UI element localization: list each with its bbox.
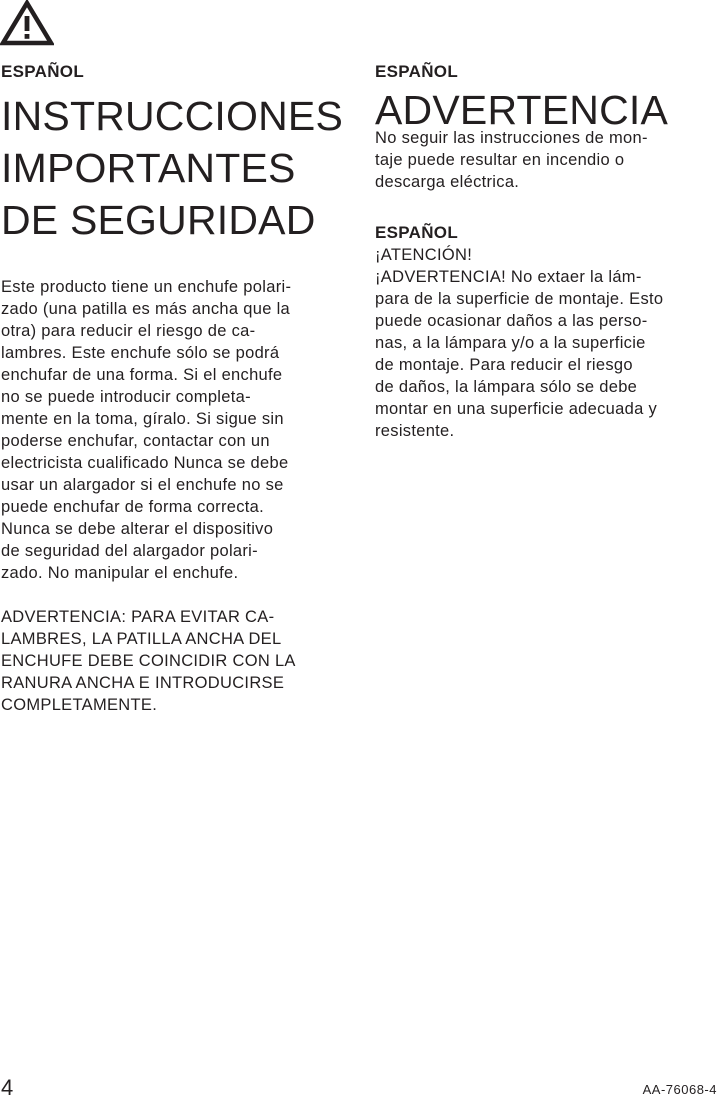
text-line: para de la superficie de montaje. Esto bbox=[375, 290, 664, 308]
text-line: nas, a la lámpara y/o a la superficie bbox=[375, 334, 646, 352]
title-line: INSTRUCCIONES bbox=[1, 93, 344, 139]
text-line: enchufar de una forma. Si el enchufe bbox=[1, 366, 283, 384]
text-line: zado (una patilla es más ancha que la bbox=[1, 300, 291, 318]
page-number: 4 bbox=[1, 1075, 14, 1100]
text-line: ADVERTENCIA: PARA EVITAR CA- bbox=[1, 608, 275, 626]
text-line: mente en la toma, gíralo. Si sigue sin bbox=[1, 410, 284, 428]
text-line: taje puede resultar en incendio o bbox=[375, 151, 625, 169]
title-line: IMPORTANTES bbox=[1, 145, 296, 191]
text-line: Este producto tiene un enchufe polari- bbox=[1, 278, 292, 296]
language-label: ESPAÑOL bbox=[375, 223, 459, 242]
right-column bbox=[375, 62, 717, 442]
text-line: RANURA ANCHA E INTRODUCIRSE bbox=[1, 674, 285, 692]
plug-instructions-paragraph bbox=[1, 276, 346, 584]
warning-triangle-icon bbox=[0, 0, 54, 46]
mounting-warning-paragraph bbox=[375, 244, 717, 442]
warning-title: ADVERTENCIA bbox=[375, 87, 669, 133]
text-line: ¡ADVERTENCIA! No extaer la lám- bbox=[375, 268, 642, 286]
text-line: poderse enchufar, contactar con un bbox=[1, 432, 270, 450]
text-line: usar un alargador si el enchufe no se bbox=[1, 476, 284, 494]
text-line: de daños, la lámpara sólo se debe bbox=[375, 378, 638, 396]
text-line: montar en una superficie adecuada y bbox=[375, 400, 658, 418]
text-line: Nunca se debe alterar el dispositivo bbox=[1, 520, 274, 538]
language-label: ESPAÑOL bbox=[375, 62, 459, 81]
text-line: ¡ATENCIÓN! bbox=[375, 246, 473, 264]
assembly-warning-paragraph bbox=[375, 127, 717, 193]
text-line: electricista cualificado Nunca se debe bbox=[1, 454, 289, 472]
text-line: LAMBRES, LA PATILLA ANCHA DEL bbox=[1, 630, 282, 648]
text-line: COMPLETAMENTE. bbox=[1, 696, 158, 714]
text-line: No seguir las instrucciones de mon- bbox=[375, 129, 648, 147]
text-line: ENCHUFE DEBE COINCIDIR CON LA bbox=[1, 652, 296, 670]
text-line: no se puede introducir completa- bbox=[1, 388, 251, 406]
document-code: AA-76068-4 bbox=[642, 1082, 717, 1097]
language-label: ESPAÑOL bbox=[1, 62, 85, 81]
title-line: DE SEGURIDAD bbox=[1, 197, 316, 243]
text-line: lambres. Este enchufe sólo se podrá bbox=[1, 344, 280, 362]
left-column bbox=[1, 62, 346, 716]
text-line: puede ocasionar daños a las perso- bbox=[375, 312, 648, 330]
text-line: puede enchufar de forma correcta. bbox=[1, 498, 265, 516]
plug-warning-paragraph bbox=[1, 606, 346, 716]
safety-title bbox=[1, 90, 346, 246]
text-line: otra) para reducir el riesgo de ca- bbox=[1, 322, 256, 340]
text-line: descarga eléctrica. bbox=[375, 173, 520, 191]
text-line: resistente. bbox=[375, 422, 455, 440]
text-line: de montaje. Para reducir el riesgo bbox=[375, 356, 633, 374]
text-line: de seguridad del alargador polari- bbox=[1, 542, 258, 560]
text-line: zado. No manipular el enchufe. bbox=[1, 564, 239, 582]
